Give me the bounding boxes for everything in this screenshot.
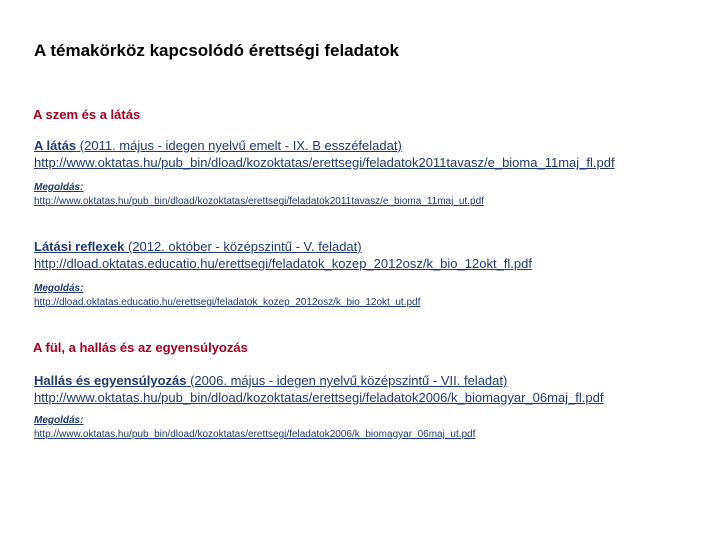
section-heading-eye: A szem és a látás: [33, 107, 141, 122]
entry-latas: [34, 137, 615, 171]
entry-title: Hallás és egyensúlyozás: [34, 373, 187, 388]
task-link[interactable]: http://dload.oktatas.educatio.hu/erettsegi/feladatok_kozep_2012osz/k_bio_12okt_fl.pdf: [34, 256, 532, 271]
solution-latasi-reflexek: [34, 282, 420, 310]
page-title: A témakörköz kapcsolódó érettségi feladatok: [34, 41, 399, 60]
section-heading-ear: A fül, a hallás és az egyensúlyozás: [33, 340, 248, 355]
solution-hallas: [34, 414, 475, 442]
solution-label: Megoldás:: [34, 415, 84, 426]
solution-label: Megoldás:: [34, 283, 84, 294]
solution-link[interactable]: http://www.oktatas.hu/pub_bin/dload/kozoktatas/erettsegi/feladatok2006/k_biomagyar_06maj_ut.pdf: [34, 429, 476, 440]
entry-title: A látás: [34, 138, 77, 153]
solution-link[interactable]: http://www.oktatas.hu/pub_bin/dload/kozoktatas/erettsegi/feladatok2011tavasz/e_bioma_11maj_ut.pdf: [34, 196, 484, 207]
solution-latas: [34, 181, 484, 209]
entry-description: (2006. május - idegen nyelvű középszintű - VII. feladat): [186, 373, 508, 388]
task-link[interactable]: http://www.oktatas.hu/pub_bin/dload/kozoktatas/erettsegi/feladatok2011tavasz/e_bioma_11maj_fl.pdf: [34, 155, 615, 170]
task-link[interactable]: http://www.oktatas.hu/pub_bin/dload/kozoktatas/erettsegi/feladatok2006/k_biomagyar_06maj_fl.pdf: [34, 390, 604, 405]
entry-title: Látási reflexek: [34, 239, 125, 254]
entry-latasi-reflexek: [34, 238, 532, 272]
solution-label: Megoldás:: [34, 182, 84, 193]
entry-hallas: [34, 372, 603, 406]
solution-link[interactable]: http://dload.oktatas.educatio.hu/erettsegi/feladatok_kozep_2012osz/k_bio_12okt_ut.pdf: [34, 297, 421, 308]
entry-description: (2011. május - idegen nyelvű emelt - IX. B esszéfeladat): [76, 138, 402, 153]
entry-description: (2012. október - középszintű - V. feladat): [124, 239, 362, 254]
